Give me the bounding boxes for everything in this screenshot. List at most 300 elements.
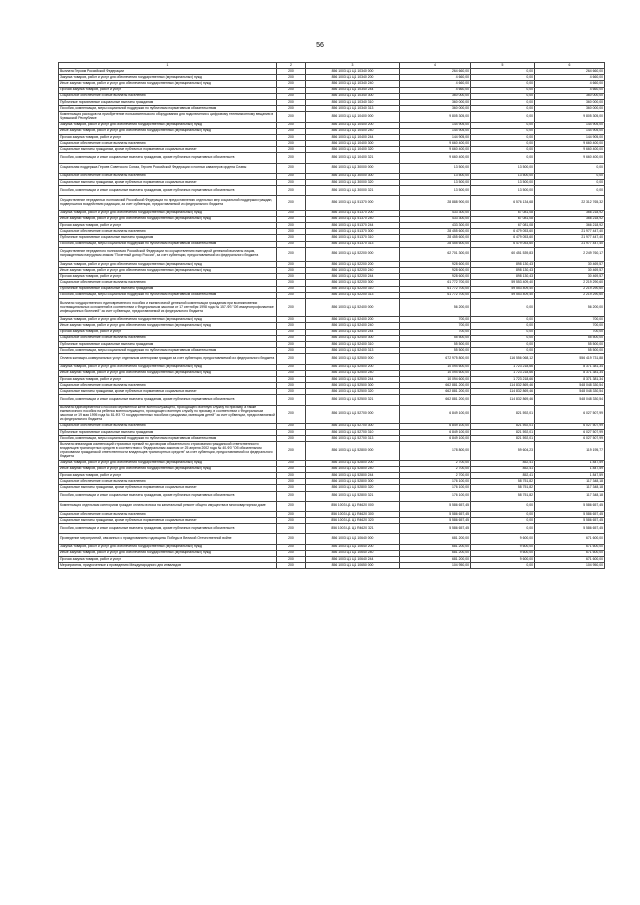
row-classification-code: 856 1003 Ц1 Ц1 52800 200	[306, 460, 400, 466]
row-classification-code: 856 1003 Ц1 Ц1 52400 313	[306, 348, 400, 354]
row-line-code: 200	[277, 364, 306, 370]
row-unexecuted-amount: 144 905,00	[535, 128, 605, 134]
table-row	[59, 501, 605, 511]
row-classification-code: 856 1003 Ц1 Ц1 10400 244	[306, 134, 400, 140]
row-executed-amount: 67 081,08	[471, 210, 535, 216]
column-number-2: 2	[277, 63, 306, 69]
row-approved-amount: 4 660,00	[400, 87, 471, 93]
row-description: Пособия, компенсации, меры социальной поддержки по публичным нормативным обязательствам	[59, 292, 277, 298]
row-description: Компенсация расходов на приобретение пользовательского оборудования для подключения к цифровому телевизионному вещанию в Чувашской Республике	[59, 112, 277, 122]
row-description: Закупка товаров, работ и услуг для обеспечения государственных (муниципальных) нужд	[59, 544, 277, 550]
row-classification-code: 856 1003 Ц1 Ц1 10340 244	[306, 87, 400, 93]
row-description: Иные закупки товаров, работ и услуг для обеспечения государственных (муниципальных) нужд	[59, 268, 277, 274]
row-executed-amount: 1 723 218,66	[471, 370, 535, 376]
row-line-code: 200	[277, 141, 306, 147]
table-row	[59, 299, 605, 317]
row-classification-code: 856 1003 Ц1 Ц1 10650 000	[306, 563, 400, 569]
row-line-code: 200	[277, 274, 306, 280]
row-approved-amount: 13 500,00	[400, 186, 471, 196]
row-classification-code: 856 1003 Ц1 Ц1 51370 244	[306, 222, 400, 228]
row-classification-code: 856 1003 Ц1 Ц1 10340 000	[306, 69, 400, 75]
row-executed-amount: 852,41	[471, 460, 535, 466]
row-line-code: 200	[277, 442, 306, 460]
row-classification-code: 856 1003 Ц1 Ц1 51370 000	[306, 196, 400, 210]
row-classification-code: 856 1003 Ц1 Ц1 52400 240	[306, 323, 400, 329]
row-executed-amount: 6 479 053,60	[471, 229, 535, 235]
row-description: Публичные нормативные социальные выплаты гражданам	[59, 235, 277, 241]
row-approved-amount: 10 094 600,00	[400, 364, 471, 370]
row-executed-amount: 0,00	[471, 524, 535, 534]
table-row	[59, 186, 605, 196]
row-approved-amount: 55 500,00	[400, 335, 471, 341]
row-line-code: 200	[277, 317, 306, 323]
row-unexecuted-amount: 117 348,18	[535, 479, 605, 485]
row-description: Социальное обеспечение и иные выплаты населению	[59, 511, 277, 517]
row-unexecuted-amount: 2 249 760,17	[535, 247, 605, 261]
row-unexecuted-amount: 0,00	[535, 186, 605, 196]
row-line-code: 200	[277, 69, 306, 75]
row-classification-code: 856 1003 Ц1 Ц1 10340 313	[306, 106, 400, 112]
row-description: Социальное обеспечение и иные выплаты населению	[59, 423, 277, 429]
row-classification-code: 856 1003 Ц1 Ц1 52200 000	[306, 247, 400, 261]
row-unexecuted-amount: 9 660 400,00	[535, 141, 605, 147]
row-classification-code: 856 1003 Ц1 Ц1 52800 244	[306, 472, 400, 478]
row-description: Социальное обеспечение и иные выплаты населению	[59, 280, 277, 286]
row-unexecuted-amount: 671 600,00	[535, 550, 605, 556]
row-line-code: 200	[277, 153, 306, 163]
row-classification-code: 856 1003 Ц1 Ц1 10640 200	[306, 544, 400, 550]
row-classification-code: 856 1003 Ц1 Ц1 51370 313	[306, 241, 400, 247]
row-executed-amount: 58 751,82	[471, 491, 535, 501]
row-unexecuted-amount: 366 218,92	[535, 210, 605, 216]
row-unexecuted-amount: 144 905,00	[535, 134, 605, 140]
row-approved-amount: 56 200,00	[400, 299, 471, 317]
row-executed-amount: 59 604,23	[471, 442, 535, 460]
row-executed-amount: 0,00	[471, 87, 535, 93]
row-executed-amount: 13 500,00	[471, 173, 535, 179]
row-description: Проведение мероприятий, связанных с празднованием годовщины Победы в Великой Отечественной войне	[59, 534, 277, 544]
row-description: Иные закупки товаров, работ и услуг для обеспечения государственных (муниципальных) нужд	[59, 466, 277, 472]
row-classification-code: 856 1003 Ц1 Ц1 10340 300	[306, 93, 400, 99]
table-row	[59, 491, 605, 501]
row-unexecuted-amount: 548 048 330,54	[535, 395, 605, 405]
row-description: Оплата жилищно-коммунальных услуг отдельным категориям граждан за счет субвенции, предоставляемой из федерального бюджета	[59, 354, 277, 364]
row-approved-amount: 672 975 800,00	[400, 354, 471, 364]
row-approved-amount: 62 701 300,00	[400, 247, 471, 261]
row-line-code: 200	[277, 341, 306, 347]
row-classification-code: 856 1003 Ц1 Ц1 10640 244	[306, 557, 400, 563]
row-classification-code: 856 1003 Ц1 Ц1 52400 310	[306, 341, 400, 347]
table-row	[59, 405, 605, 423]
row-description: Социальное обеспечение и иные выплаты населению	[59, 479, 277, 485]
row-description: Иные закупки товаров, работ и услуг для обеспечения государственных (муниципальных) нужд	[59, 216, 277, 222]
row-line-code: 200	[277, 112, 306, 122]
row-approved-amount: 9 805 305,00	[400, 112, 471, 122]
row-description: Иные закупки товаров, работ и услуг для обеспечения государственных (муниципальных) нужд	[59, 550, 277, 556]
row-description: Прочая закупка товаров, работ и услуг	[59, 134, 277, 140]
row-line-code: 200	[277, 329, 306, 335]
row-line-code: 200	[277, 376, 306, 382]
row-unexecuted-amount: 9 660 400,00	[535, 153, 605, 163]
row-unexecuted-amount: 1 847,59	[535, 460, 605, 466]
row-executed-amount: 67 081,08	[471, 222, 535, 228]
row-line-code: 200	[277, 173, 306, 179]
row-description: Публичные нормативные социальные выплаты гражданам	[59, 99, 277, 105]
row-executed-amount: 9 600,00	[471, 544, 535, 550]
row-line-code: 200	[277, 472, 306, 478]
row-executed-amount: 0,00	[471, 299, 535, 317]
row-executed-amount: 0,00	[471, 563, 535, 569]
row-description: Социальное обеспечение и иные выплаты населению	[59, 383, 277, 389]
row-approved-amount: 5 586 657,45	[400, 501, 471, 511]
row-line-code: 200	[277, 87, 306, 93]
row-line-code: 200	[277, 491, 306, 501]
row-classification-code: 856 1003 Ц1 Ц1 52800 300	[306, 479, 400, 485]
row-line-code: 200	[277, 292, 306, 298]
row-line-code: 200	[277, 299, 306, 317]
row-description: Прочая закупка товаров, работ и услуг	[59, 557, 277, 563]
row-description: Пособия, компенсации и иные социальные выплаты гражданам, кроме публичных нормативных обязательств	[59, 153, 277, 163]
row-classification-code: 856 1003 Ц1 Ц1 51370 310	[306, 235, 400, 241]
row-line-code: 200	[277, 147, 306, 153]
row-approved-amount: 662 881 200,00	[400, 389, 471, 395]
row-line-code: 200	[277, 460, 306, 466]
row-description: Осуществление переданных полномочий Российской Федерации по предоставлению отдельных мер социальной поддержки граждан, подвергшихся воздействию радиации, за счет субвенции, предоставляемой из федерального бюджета	[59, 196, 277, 210]
row-approved-amount: 928 600,00	[400, 261, 471, 267]
row-unexecuted-amount: 30 469,57	[535, 268, 605, 274]
row-approved-amount: 6 849 100,00	[400, 423, 471, 429]
row-line-code: 200	[277, 122, 306, 128]
row-line-code: 200	[277, 335, 306, 341]
row-description: Прочая закупка товаров, работ и услуг	[59, 472, 277, 478]
row-line-code: 200	[277, 511, 306, 517]
row-executed-amount: 6 479 053,60	[471, 241, 535, 247]
row-approved-amount: 700,00	[400, 323, 471, 329]
row-description: Выплата Героям Российской Федерации	[59, 69, 277, 75]
row-description: Компенсация отдельным категориям граждан оплаты взноса на капитальный ремонт общего имущества в многоквартирном доме	[59, 501, 277, 511]
row-approved-amount: 681 200,00	[400, 534, 471, 544]
row-executed-amount: 898 130,43	[471, 261, 535, 267]
row-unexecuted-amount: 144 905,00	[535, 122, 605, 128]
row-line-code: 200	[277, 261, 306, 267]
row-approved-amount: 360 000,00	[400, 93, 471, 99]
row-line-code: 200	[277, 383, 306, 389]
row-description: Закупка товаров, работ и услуг для обеспечения государственных (муниципальных) нужд	[59, 122, 277, 128]
row-line-code: 200	[277, 210, 306, 216]
row-unexecuted-amount: 21 977 447,40	[535, 229, 605, 235]
row-line-code: 200	[277, 186, 306, 196]
row-approved-amount: 6 849 100,00	[400, 436, 471, 442]
row-executed-amount: 9 600,00	[471, 534, 535, 544]
row-unexecuted-amount: 2 219 290,60	[535, 286, 605, 292]
row-unexecuted-amount: 5 586 657,45	[535, 524, 605, 534]
row-executed-amount: 898 130,43	[471, 274, 535, 280]
row-line-code: 200	[277, 280, 306, 286]
row-line-code: 200	[277, 370, 306, 376]
row-classification-code: 856 1003 Ц1 Ц1 R4620 000	[306, 501, 400, 511]
row-description: Социальное обеспечение и иные выплаты населению	[59, 335, 277, 341]
row-classification-code: 856 1003 Ц1 Ц1 10400 200	[306, 122, 400, 128]
row-line-code: 200	[277, 241, 306, 247]
row-classification-code: 856 1003 Ц1 Ц1 52400 000	[306, 299, 400, 317]
row-description: Социальные выплаты гражданам, кроме публичных нормативных социальных выплат	[59, 180, 277, 186]
row-executed-amount: 852,41	[471, 466, 535, 472]
row-approved-amount: 928 600,00	[400, 274, 471, 280]
row-classification-code: 856 1003 Ц1 Ц1 10400 300	[306, 141, 400, 147]
row-executed-amount: 1 723 218,66	[471, 376, 535, 382]
row-executed-amount: 821 592,01	[471, 405, 535, 423]
row-description: Публичные нормативные социальные выплаты гражданам	[59, 341, 277, 347]
row-unexecuted-amount: 700,00	[535, 329, 605, 335]
table-row	[59, 395, 605, 405]
row-unexecuted-amount: 1 847,59	[535, 466, 605, 472]
row-classification-code: 856 1003 Ц1 Ц1 51370 300	[306, 229, 400, 235]
row-line-code: 200	[277, 323, 306, 329]
row-description: Закупка товаров, работ и услуг для обеспечения государственных (муниципальных) нужд	[59, 317, 277, 323]
row-approved-amount: 9 660 400,00	[400, 141, 471, 147]
row-executed-amount: 0,00	[471, 134, 535, 140]
row-executed-amount: 6 576 134,68	[471, 196, 535, 210]
row-line-code: 200	[277, 128, 306, 134]
row-approved-amount: 9 660 400,00	[400, 153, 471, 163]
row-approved-amount: 5 586 657,45	[400, 518, 471, 524]
row-description: Выплата инвалидам компенсаций страховых премий по договорам обязательного страхования гражданской ответственности владельцев транспортных средств в соответствии с Федеральным законом от 25 апреля 2002 года № 40-ФЗ "Об обязательном страховании гражданской ответственности владельцев транспортных средств" за счет субвенции, предоставляемой из федерального бюджета	[59, 442, 277, 460]
row-line-code: 200	[277, 354, 306, 364]
row-approved-amount: 681 200,00	[400, 550, 471, 556]
row-unexecuted-amount: 8 371 381,34	[535, 364, 605, 370]
row-executed-amount: 0,00	[471, 518, 535, 524]
row-approved-amount: 9 660 400,00	[400, 147, 471, 153]
row-description: Пособия, компенсации, меры социальной поддержки по публичным нормативным обязательствам	[59, 348, 277, 354]
row-executed-amount: 0,00	[471, 329, 535, 335]
row-approved-amount: 264 660,00	[400, 69, 471, 75]
row-executed-amount: 0,00	[471, 317, 535, 323]
row-unexecuted-amount: 21 977 447,40	[535, 241, 605, 247]
row-line-code: 200	[277, 99, 306, 105]
column-number-3: 3	[306, 63, 400, 69]
row-unexecuted-amount: 117 348,18	[535, 491, 605, 501]
row-classification-code: 856 1003 Ц1 Ц1 10640 000	[306, 534, 400, 544]
row-approved-amount: 4 660,00	[400, 81, 471, 87]
row-approved-amount: 433 300,00	[400, 222, 471, 228]
row-approved-amount: 928 600,00	[400, 268, 471, 274]
row-unexecuted-amount: 366 218,92	[535, 222, 605, 228]
row-line-code: 200	[277, 81, 306, 87]
row-approved-amount: 360 000,00	[400, 99, 471, 105]
row-description: Иные закупки товаров, работ и услуг для обеспечения государственных (муниципальных) нужд	[59, 81, 277, 87]
row-classification-code: 856 1003 Ц1 Ц1 52500 000	[306, 354, 400, 364]
row-unexecuted-amount: 8 371 381,34	[535, 370, 605, 376]
row-approved-amount: 104 950,00	[400, 563, 471, 569]
row-description: Пособия, компенсации и иные социальные выплаты гражданам, кроме публичных нормативных обязательств	[59, 491, 277, 501]
row-classification-code: 856 1003 Ц1 Ц1 10400 240	[306, 128, 400, 134]
column-number-5: 5	[471, 63, 535, 69]
row-description: Пособия, компенсации, меры социальной поддержки по публичным нормативным обязательствам	[59, 436, 277, 442]
row-classification-code: 856 1003 Ц1 Ц1 10340 310	[306, 99, 400, 105]
row-approved-amount: 55 500,00	[400, 341, 471, 347]
column-number-6: 6	[535, 63, 605, 69]
row-description: Социальное обеспечение и иные выплаты населению	[59, 229, 277, 235]
row-executed-amount: 9 600,00	[471, 557, 535, 563]
row-description: Иные закупки товаров, работ и услуг для обеспечения государственных (муниципальных) нужд	[59, 370, 277, 376]
row-unexecuted-amount: 55 500,00	[535, 348, 605, 354]
row-description: Социальное обеспечение и иные выплаты населению	[59, 173, 277, 179]
row-description: Пособия, компенсации и иные социальные выплаты гражданам, кроме публичных нормативных обязательств	[59, 524, 277, 534]
row-executed-amount: 0,00	[471, 511, 535, 517]
row-classification-code: 856 1003 Ц1 Ц1 52500 320	[306, 389, 400, 395]
row-approved-amount: 2 700,00	[400, 460, 471, 466]
row-line-code: 200	[277, 180, 306, 186]
row-executed-amount: 116 556 068,12	[471, 354, 535, 364]
row-line-code: 200	[277, 286, 306, 292]
row-unexecuted-amount: 5 586 657,45	[535, 518, 605, 524]
row-line-code: 200	[277, 534, 306, 544]
row-classification-code: 856 1003 Ц1 Ц1 52700 313	[306, 436, 400, 442]
column-number-4: 4	[400, 63, 471, 69]
row-classification-code: 856 1003 Ц1 Ц1 52500 244	[306, 376, 400, 382]
row-executed-amount: 0,00	[471, 323, 535, 329]
row-approved-amount: 662 881 200,00	[400, 383, 471, 389]
row-approved-amount: 176 100,00	[400, 491, 471, 501]
row-unexecuted-amount: 56 200,00	[535, 299, 605, 317]
row-executed-amount: 0,00	[471, 501, 535, 511]
row-line-code: 200	[277, 216, 306, 222]
row-unexecuted-amount: 6 027 507,99	[535, 430, 605, 436]
row-line-code: 200	[277, 163, 306, 173]
row-executed-amount: 58 751,82	[471, 485, 535, 491]
row-line-code: 200	[277, 405, 306, 423]
row-approved-amount: 28 888 900,00	[400, 196, 471, 210]
row-line-code: 200	[277, 106, 306, 112]
row-unexecuted-amount: 360 000,00	[535, 99, 605, 105]
row-line-code: 200	[277, 557, 306, 563]
row-unexecuted-amount: 4 660,00	[535, 75, 605, 81]
row-classification-code: 856 1003 Ц1 Ц1 52200 313	[306, 292, 400, 298]
row-classification-code: 856 1003 Ц1 Ц1 R4620 321	[306, 524, 400, 534]
row-unexecuted-amount: 0,00	[535, 180, 605, 186]
row-description: Публичные нормативные социальные выплаты гражданам	[59, 286, 277, 292]
row-line-code: 200	[277, 134, 306, 140]
budget-table	[58, 62, 605, 569]
row-approved-amount: 178 800,00	[400, 442, 471, 460]
row-description: Социальные выплаты гражданам, кроме публичных нормативных социальных выплат	[59, 485, 277, 491]
row-unexecuted-amount: 264 660,00	[535, 69, 605, 75]
row-line-code: 200	[277, 430, 306, 436]
row-unexecuted-amount: 2 219 290,60	[535, 292, 605, 298]
row-line-code: 200	[277, 544, 306, 550]
row-unexecuted-amount: 0,00	[535, 163, 605, 173]
row-classification-code: 856 1003 Ц1 Ц1 52200 200	[306, 261, 400, 267]
row-approved-amount: 28 455 600,00	[400, 235, 471, 241]
row-classification-code: 856 1003 Ц1 Ц1 10400 321	[306, 153, 400, 163]
row-approved-amount: 10 094 600,00	[400, 376, 471, 382]
row-unexecuted-amount: 2 219 290,60	[535, 280, 605, 286]
row-classification-code: 856 1003 Ц1 Ц1 52200 240	[306, 268, 400, 274]
row-classification-code: 856 1003 Ц1 Ц1 10340 200	[306, 75, 400, 81]
row-unexecuted-amount: 104 950,00	[535, 563, 605, 569]
row-approved-amount: 61 772 700,00	[400, 286, 471, 292]
row-classification-code: 856 1003 Ц1 Ц1 52200 244	[306, 274, 400, 280]
table-row	[59, 196, 605, 210]
row-classification-code: 856 1003 Ц1 Ц1 30000 320	[306, 180, 400, 186]
row-unexecuted-amount: 55 500,00	[535, 341, 605, 347]
row-approved-amount: 2 700,00	[400, 466, 471, 472]
row-description: Пособия, компенсации, меры социальной поддержки по публичным нормативным обязательствам	[59, 241, 277, 247]
row-approved-amount: 61 772 700,00	[400, 280, 471, 286]
table-row	[59, 112, 605, 122]
row-approved-amount: 700,00	[400, 317, 471, 323]
table-row	[59, 153, 605, 163]
row-approved-amount: 10 094 600,00	[400, 370, 471, 376]
row-unexecuted-amount: 360 000,00	[535, 93, 605, 99]
row-approved-amount: 700,00	[400, 329, 471, 335]
row-approved-amount: 176 100,00	[400, 485, 471, 491]
row-line-code: 200	[277, 229, 306, 235]
row-description: Пособия, компенсации, меры социальной поддержки по публичным нормативным обязательствам	[59, 106, 277, 112]
row-classification-code: 856 1003 Ц1 Ц1 52700 310	[306, 430, 400, 436]
row-line-code: 200	[277, 196, 306, 210]
row-description: Социальное обеспечение и иные выплаты населению	[59, 93, 277, 99]
row-classification-code: 856 1003 Ц1 Ц1 51370 240	[306, 216, 400, 222]
row-approved-amount: 28 455 600,00	[400, 241, 471, 247]
row-classification-code: 856 1003 Ц1 Ц1 52500 321	[306, 395, 400, 405]
row-executed-amount: 821 592,01	[471, 423, 535, 429]
row-classification-code: 856 1003 Ц1 Ц1 30000 000	[306, 163, 400, 173]
row-unexecuted-amount: 30 469,57	[535, 261, 605, 267]
row-unexecuted-amount: 671 600,00	[535, 557, 605, 563]
row-line-code: 200	[277, 436, 306, 442]
row-classification-code: 856 1003 Ц1 Ц1 52200 300	[306, 280, 400, 286]
row-approved-amount: 13 500,00	[400, 163, 471, 173]
row-classification-code: 856 1003 Ц1 Ц1 52400 244	[306, 329, 400, 335]
row-line-code: 200	[277, 563, 306, 569]
row-unexecuted-amount: 366 218,92	[535, 216, 605, 222]
row-approved-amount: 61 772 700,00	[400, 292, 471, 298]
table-row	[59, 524, 605, 534]
row-unexecuted-amount: 6 027 507,99	[535, 436, 605, 442]
row-executed-amount: 114 832 869,46	[471, 389, 535, 395]
row-description: Закупка товаров, работ и услуг для обеспечения государственных (муниципальных) нужд	[59, 210, 277, 216]
row-classification-code: 856 1003 Ц1 Ц1 52500 240	[306, 370, 400, 376]
row-description: Прочая закупка товаров, работ и услуг	[59, 87, 277, 93]
row-classification-code: 856 1003 Ц1 Ц1 52800 000	[306, 442, 400, 460]
row-description: Иные закупки товаров, работ и услуг для обеспечения государственных (муниципальных) нужд	[59, 323, 277, 329]
row-executed-amount: 852,41	[471, 472, 535, 478]
row-unexecuted-amount: 0,00	[535, 173, 605, 179]
table-row	[59, 442, 605, 460]
row-description: Закупка товаров, работ и услуг для обеспечения государственных (муниципальных) нужд	[59, 364, 277, 370]
row-executed-amount: 67 081,08	[471, 216, 535, 222]
row-executed-amount: 13 500,00	[471, 163, 535, 173]
column-number-1: 1	[59, 63, 277, 69]
row-unexecuted-amount: 548 048 330,54	[535, 383, 605, 389]
row-description: Закупка товаров, работ и услуг для обеспечения государственных (муниципальных) нужд	[59, 460, 277, 466]
row-unexecuted-amount: 671 600,00	[535, 534, 605, 544]
row-executed-amount: 0,00	[471, 106, 535, 112]
row-unexecuted-amount: 9 805 305,00	[535, 112, 605, 122]
row-classification-code: 856 1003 Ц1 Ц1 R4620 320	[306, 518, 400, 524]
row-approved-amount: 13 500,00	[400, 173, 471, 179]
row-description: Социальные выплаты гражданам, кроме публичных нормативных социальных выплат	[59, 389, 277, 395]
row-executed-amount: 6 479 053,60	[471, 235, 535, 241]
row-classification-code: 856 1003 Ц1 Ц1 52800 321	[306, 491, 400, 501]
row-executed-amount: 898 130,43	[471, 268, 535, 274]
row-line-code: 200	[277, 518, 306, 524]
row-approved-amount: 433 300,00	[400, 216, 471, 222]
row-classification-code: 856 1003 Ц1 Ц1 10400 000	[306, 112, 400, 122]
row-approved-amount: 144 905,00	[400, 122, 471, 128]
row-unexecuted-amount: 6 027 507,99	[535, 405, 605, 423]
